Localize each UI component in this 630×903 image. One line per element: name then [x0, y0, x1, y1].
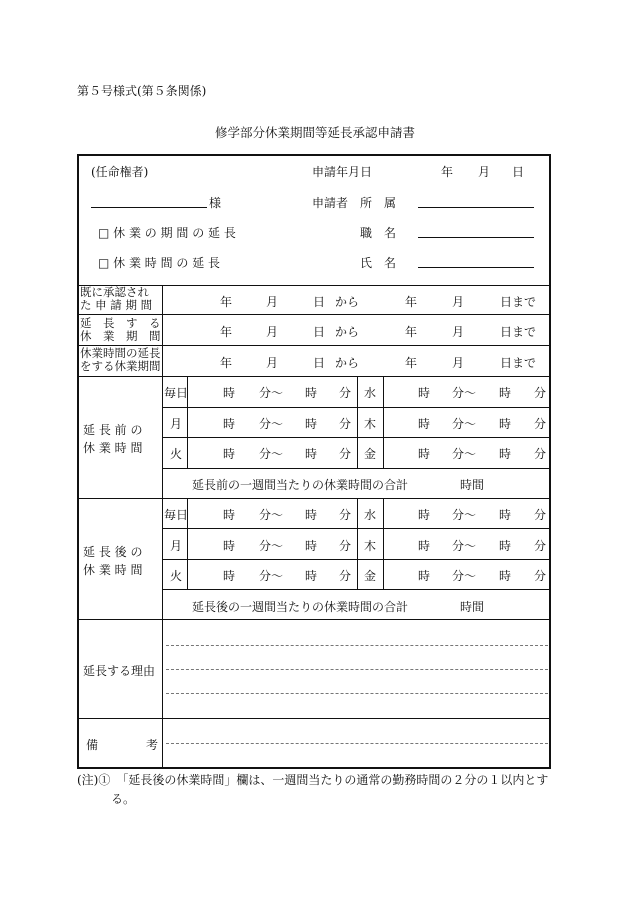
period-day-made: 日まで	[500, 295, 537, 309]
time-minute-from: 分～	[452, 539, 477, 553]
time-minute-from: 分～	[259, 569, 284, 583]
column-divider	[383, 498, 384, 589]
checkbox-extend-period[interactable]: □ 休 業 の 期 間 の 延 長	[98, 226, 236, 240]
period-row-label-approved: 既に承認され た 申 請 期 間	[80, 285, 153, 312]
time-hour: 時	[223, 508, 236, 522]
time-hour: 時	[418, 508, 431, 522]
apply-year-unit: 年	[441, 165, 454, 179]
period-year: 年	[220, 356, 233, 370]
time-minute: 分	[339, 447, 352, 461]
time-hour: 時	[305, 447, 318, 461]
day-label-wed: 水	[364, 386, 377, 400]
period-month: 月	[266, 356, 279, 370]
period-year: 年	[405, 325, 418, 339]
time-hour: 時	[305, 539, 318, 553]
time-minute-from: 分～	[259, 539, 284, 553]
row-divider	[162, 468, 551, 469]
department-label: 所 属	[360, 196, 397, 210]
time-hour: 時	[305, 386, 318, 400]
time-hour: 時	[223, 447, 236, 461]
apply-month-unit: 月	[478, 165, 491, 179]
before-hours-label: 延 長 前 の 休 業 時 間	[83, 423, 143, 455]
period-row-label-extend: 延 長 す る 休 業 期 間	[80, 316, 161, 343]
note-line-1: (注)① 「延長後の休業時間」欄は、一週間当たりの通常の勤務時間の２分の１以内とす	[77, 773, 549, 787]
period-month: 月	[452, 295, 465, 309]
period-day: 日	[313, 325, 326, 339]
time-hour: 時	[499, 386, 512, 400]
day-label-thu: 木	[364, 539, 377, 553]
row-divider	[162, 589, 551, 590]
time-hour: 時	[418, 386, 431, 400]
day-label-tue: 火	[170, 447, 183, 461]
remarks-label-b: 考	[146, 738, 159, 752]
time-minute-from: 分～	[259, 417, 284, 431]
period-month: 月	[266, 295, 279, 309]
time-minute: 分	[534, 417, 547, 431]
reason-line[interactable]	[166, 669, 548, 670]
column-divider	[357, 376, 358, 468]
time-minute-from: 分～	[452, 569, 477, 583]
row-divider	[77, 376, 551, 377]
authority-label: (任命権者)	[91, 165, 149, 179]
time-hour: 時	[305, 569, 318, 583]
column-divider	[383, 376, 384, 468]
post-label: 職 名	[360, 226, 397, 240]
period-day: 日	[313, 295, 326, 309]
period-row-label-hours: 休業時間の延長 をする休業期間	[80, 346, 161, 373]
time-hour: 時	[499, 447, 512, 461]
time-hour: 時	[499, 417, 512, 431]
time-minute: 分	[339, 569, 352, 583]
checkbox-extend-hours[interactable]: □ 休 業 時 間 の 延 長	[98, 256, 221, 270]
time-hour: 時	[418, 539, 431, 553]
time-minute: 分	[534, 569, 547, 583]
time-minute: 分	[339, 386, 352, 400]
time-hour: 時	[499, 539, 512, 553]
time-minute: 分	[534, 386, 547, 400]
column-divider	[357, 498, 358, 589]
period-year: 年	[405, 295, 418, 309]
name-label: 氏 名	[360, 256, 397, 270]
time-minute: 分	[339, 508, 352, 522]
column-divider	[162, 285, 163, 769]
time-hour: 時	[418, 569, 431, 583]
period-year: 年	[220, 325, 233, 339]
remarks-line[interactable]	[166, 743, 548, 744]
sama-label: 様	[209, 196, 222, 210]
row-divider	[77, 314, 551, 315]
time-hour: 時	[305, 508, 318, 522]
time-hour: 時	[223, 386, 236, 400]
time-hour: 時	[223, 539, 236, 553]
period-kara: から	[335, 356, 360, 370]
day-label-wed: 水	[364, 508, 377, 522]
time-hour: 時	[305, 417, 318, 431]
period-kara: から	[335, 325, 360, 339]
period-day-made: 日まで	[500, 325, 537, 339]
form-number-label: 第５号様式(第５条関係)	[77, 84, 207, 98]
reason-line[interactable]	[166, 693, 548, 694]
period-year: 年	[405, 356, 418, 370]
day-label-thu: 木	[364, 417, 377, 431]
document-title: 修学部分休業期間等延長承認申請書	[214, 125, 415, 140]
remarks-label-a: 備	[86, 738, 99, 752]
day-label-fri: 金	[364, 447, 377, 461]
day-label-tue: 火	[170, 569, 183, 583]
applicant-label: 申請者	[312, 196, 349, 210]
time-minute: 分	[534, 539, 547, 553]
name-field[interactable]	[418, 267, 534, 268]
after-total-label: 延長後の一週間当たりの休業時間の合計	[192, 600, 409, 614]
note-line-2: る。	[111, 792, 136, 806]
period-kara: から	[335, 295, 360, 309]
row-divider	[77, 619, 551, 620]
day-label-daily: 毎日	[164, 386, 189, 400]
time-minute-from: 分～	[452, 508, 477, 522]
time-minute-from: 分～	[259, 508, 284, 522]
time-minute-from: 分～	[259, 447, 284, 461]
reason-label: 延長する理由	[83, 664, 156, 678]
time-minute-from: 分～	[452, 447, 477, 461]
apply-day-unit: 日	[512, 165, 525, 179]
time-minute-from: 分～	[259, 386, 284, 400]
apply-date-label: 申請年月日	[312, 165, 373, 179]
time-hour: 時	[499, 508, 512, 522]
authority-name-line[interactable]	[91, 207, 207, 208]
period-year: 年	[220, 295, 233, 309]
time-minute-from: 分～	[452, 417, 477, 431]
time-minute: 分	[534, 447, 547, 461]
period-month: 月	[452, 325, 465, 339]
period-day: 日	[313, 356, 326, 370]
day-label-mon: 月	[170, 417, 183, 431]
time-hour: 時	[223, 417, 236, 431]
time-hour: 時	[418, 447, 431, 461]
day-label-mon: 月	[170, 539, 183, 553]
time-hour: 時	[499, 569, 512, 583]
department-field[interactable]	[418, 207, 534, 208]
period-month: 月	[452, 356, 465, 370]
day-label-daily: 毎日	[164, 508, 189, 522]
day-label-fri: 金	[364, 569, 377, 583]
reason-line[interactable]	[166, 645, 548, 646]
time-hour: 時	[223, 569, 236, 583]
row-divider	[77, 718, 551, 719]
row-divider	[77, 498, 551, 499]
post-field[interactable]	[418, 237, 534, 238]
time-minute: 分	[339, 539, 352, 553]
after-total-hours: 時間	[460, 600, 485, 614]
after-hours-label: 延 長 後 の 休 業 時 間	[83, 545, 143, 577]
before-total-label: 延長前の一週間当たりの休業時間の合計	[192, 478, 409, 492]
period-month: 月	[266, 325, 279, 339]
time-minute-from: 分～	[452, 386, 477, 400]
before-total-hours: 時間	[460, 478, 485, 492]
period-day-made: 日まで	[500, 356, 537, 370]
time-hour: 時	[418, 417, 431, 431]
time-minute: 分	[339, 417, 352, 431]
time-minute: 分	[534, 508, 547, 522]
